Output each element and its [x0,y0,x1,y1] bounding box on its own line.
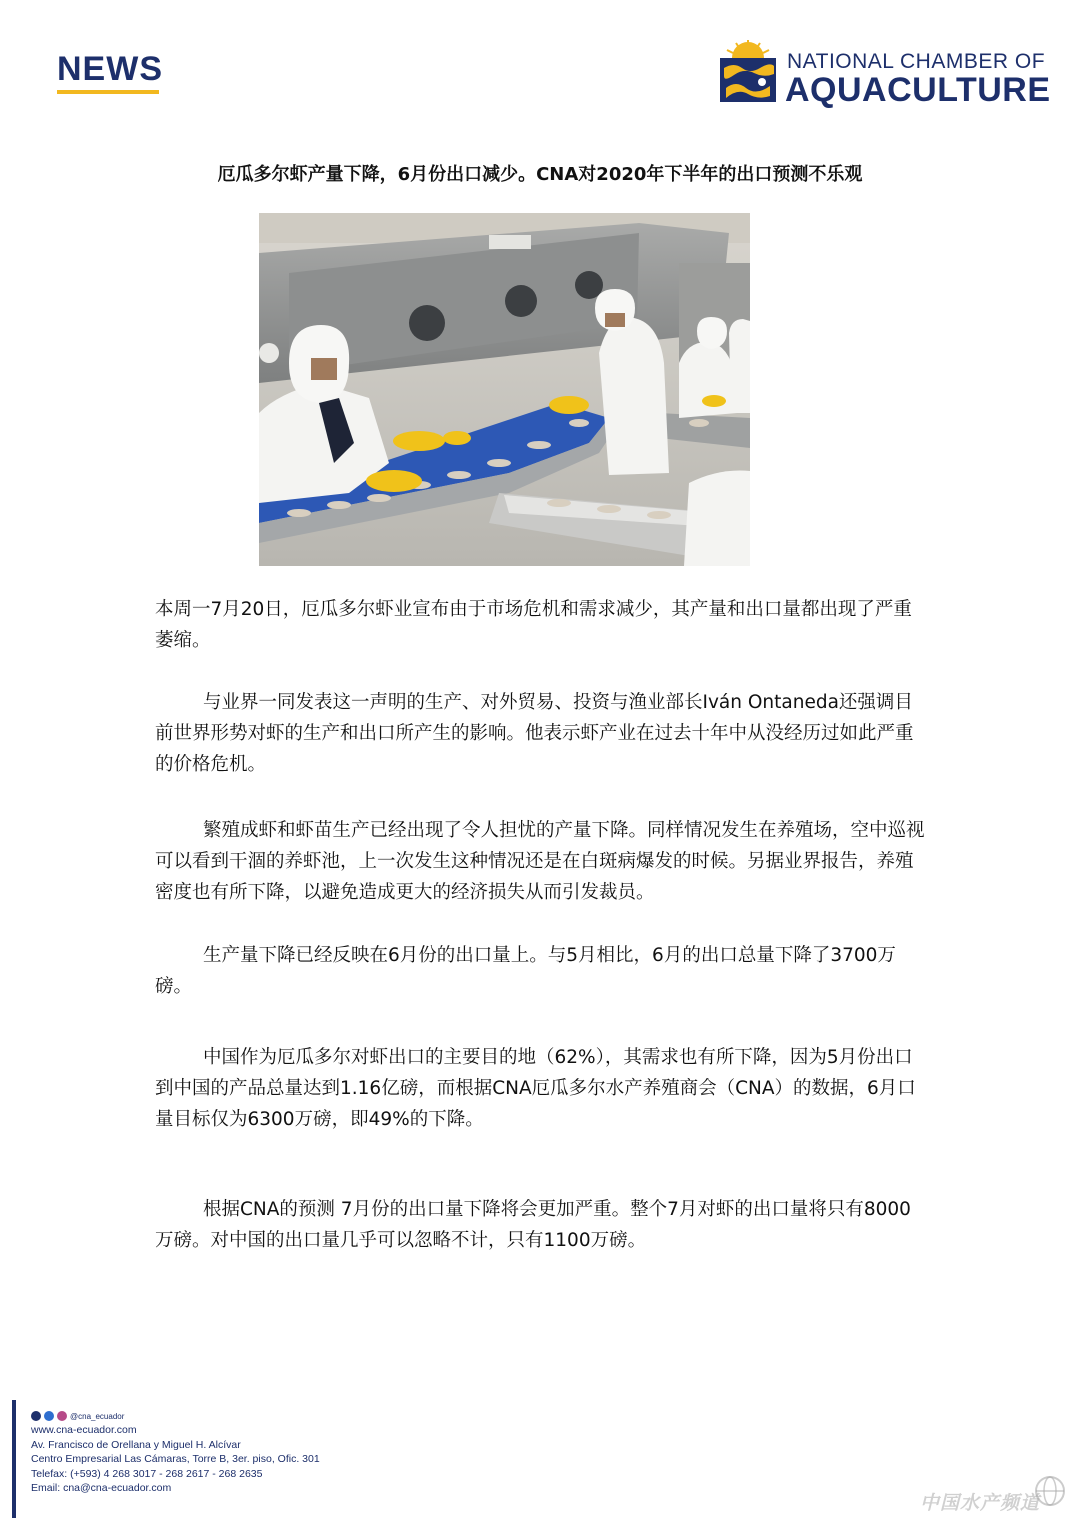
social-handle: @cna_ecuador [70,1411,125,1421]
logo-emblem-icon [718,38,778,104]
watermark-text: 中国水产频道 [919,1492,1040,1514]
footer-website[interactable]: www.cna-ecuador.com [31,1424,137,1436]
logo-title-line1: NATIONAL CHAMBER OF [787,50,1046,73]
article-paragraph: 繁殖成虾和虾苗生产已经出现了令人担忧的产量下降。同样情况发生在养殖场，空中巡视可以看到干涸的养虾池，上一次发生这种情况还是在白斑病爆发的时候。另据业界报告，养殖密度也有所下降，以避免造成更大的经济损失从而引发裁员。 [155,820,925,903]
footer-email[interactable]: Email: cna@cna-ecuador.com [31,1482,172,1494]
footer-contact [31,1411,320,1496]
globe-icon [1033,1474,1067,1508]
article-paragraph: 根据CNA的预测 7月份的出口量下降将会更加严重。整个7月对虾的出口量将只有8000万磅。对中国的出口量几乎可以忽略不计，只有1100万磅。 [155,1199,911,1251]
instagram-icon[interactable] [57,1411,67,1421]
twitter-icon[interactable] [44,1411,54,1421]
footer-address-line2: Centro Empresarial Las Cámaras, Torre B, 3er. piso, Ofic. 301 [31,1453,320,1465]
article-paragraph: 生产量下降已经反映在6月份的出口量上。与5月相比，6月的出口总量下降了3700万磅。 [155,945,896,997]
article-paragraph: 本周一7月20日，厄瓜多尔虾业宣布由于市场危机和需求减少，其产量和出口量都出现了严重萎缩。 [155,599,912,651]
news-label: NEWS [57,50,163,88]
footer-telefax: Telefax: (+593) 4 268 3017 - 268 2617 - 268 2635 [31,1467,263,1480]
article-paragraph: 中国作为厄瓜多尔对虾出口的主要目的地（62%），其需求也有所下降，因为5月份出口到中国的产品总量达到1.16亿磅，而根据CNA厄瓜多尔水产养殖商会（CNA）的数据，6月口量目标仅为6300万磅，即49%的下降。 [155,1047,916,1130]
news-underline [57,90,159,94]
shrimp-processing-photo [259,213,750,566]
logo-title-line2: AQUACULTURE [785,71,1051,109]
social-row [31,1411,320,1421]
facebook-icon[interactable] [31,1411,41,1421]
article-headline: 厄瓜多尔虾产量下降，6月份出口减少。CNA对2020年下半年的出口预测不乐观 [217,164,863,185]
footer-address-line1: Av. Francisco de Orellana y Miguel H. Alcívar [31,1438,241,1451]
article-paragraph: 与业界一同发表这一声明的生产、对外贸易、投资与渔业部长Iván Ontaneda还强调目前世界形势对虾的生产和出口所产生的影响。他表示虾产业在过去十年中从没经历过如此严重的价格危机。 [155,692,914,775]
footer-accent-bar [12,1400,16,1518]
